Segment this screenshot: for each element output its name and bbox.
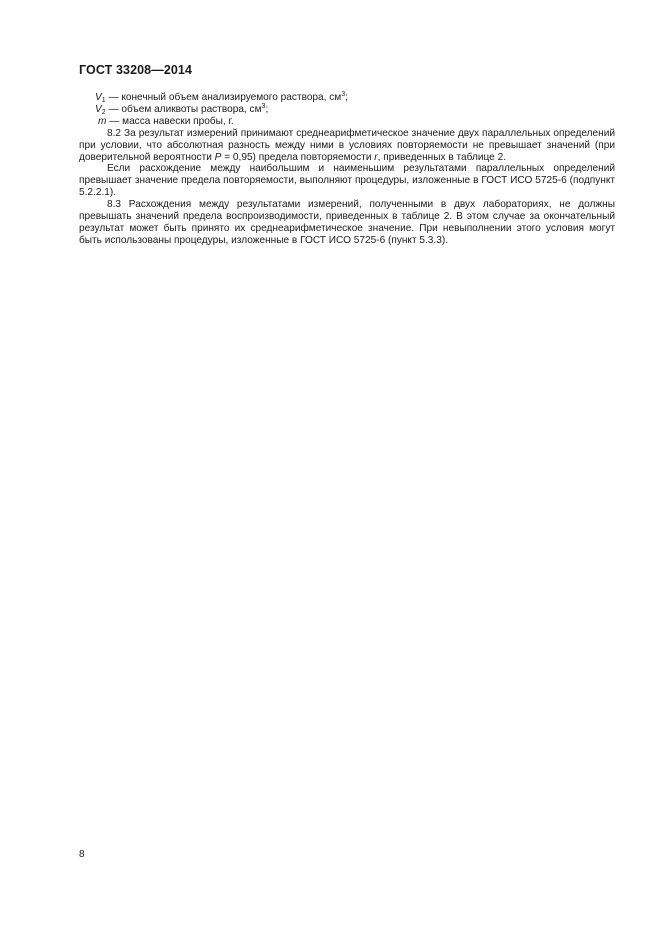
- text: , приведенных в таблице 2.: [377, 151, 507, 163]
- superscript: 3: [341, 91, 346, 98]
- document-header: ГОСТ 33208—2014: [79, 63, 193, 77]
- punctuation: ;: [345, 92, 348, 103]
- symbol: V: [95, 92, 102, 103]
- symbol-r: r: [374, 151, 378, 163]
- punctuation: ;: [265, 103, 269, 115]
- definition-text: — конечный объем анализируемого раствора, см: [105, 92, 342, 103]
- definition-text: — объем аликвоты раствора, см: [105, 103, 262, 115]
- definition-v2: [79, 104, 615, 116]
- definition-text: — масса навески пробы, г.: [106, 115, 234, 127]
- page-number: 8: [79, 849, 85, 860]
- subscript: 2: [101, 108, 106, 116]
- superscript: 3: [261, 102, 266, 110]
- text: = 0,95) предела повторяемости: [221, 151, 375, 163]
- document-body: [79, 92, 615, 247]
- symbol: m: [98, 115, 107, 127]
- paragraph-8-3: 8.3 Расхождения между результатами измерений, полученными в двух лабораториях, не должны превышать значений предела воспроизводимости, приведенных в таблице 2. В этом случае за окончательный результат может быть принято их среднеарифметическое значение. При невыполнении этого условия могут быть использованы процедуры, изложенные в ГОСТ ИСО 5725-6 (пункт 5.3.3).: [79, 199, 615, 246]
- subscript: 1: [101, 97, 106, 104]
- text: 8.2 За результат измерений принимают среднеарифметическое значение двух параллельных определений при условии, что абсолютная разность между ними в условиях повторяемости не превышает значений (при доверительной вероятности: [79, 127, 615, 163]
- symbol-p: P: [214, 151, 222, 163]
- definition-m: [79, 116, 615, 128]
- paragraph-8-2-continued: Если расхождение между наибольшим и наименьшим результатами параллельных определений превышает значение предела повторяемости, выполняют процедуры, изложенные в ГОСТ ИСО 5725-6 (подпункт 5.2.2.1).: [79, 163, 615, 199]
- definition-v1: [79, 92, 615, 104]
- paragraph-8-2: [79, 128, 615, 164]
- symbol: V: [95, 103, 102, 115]
